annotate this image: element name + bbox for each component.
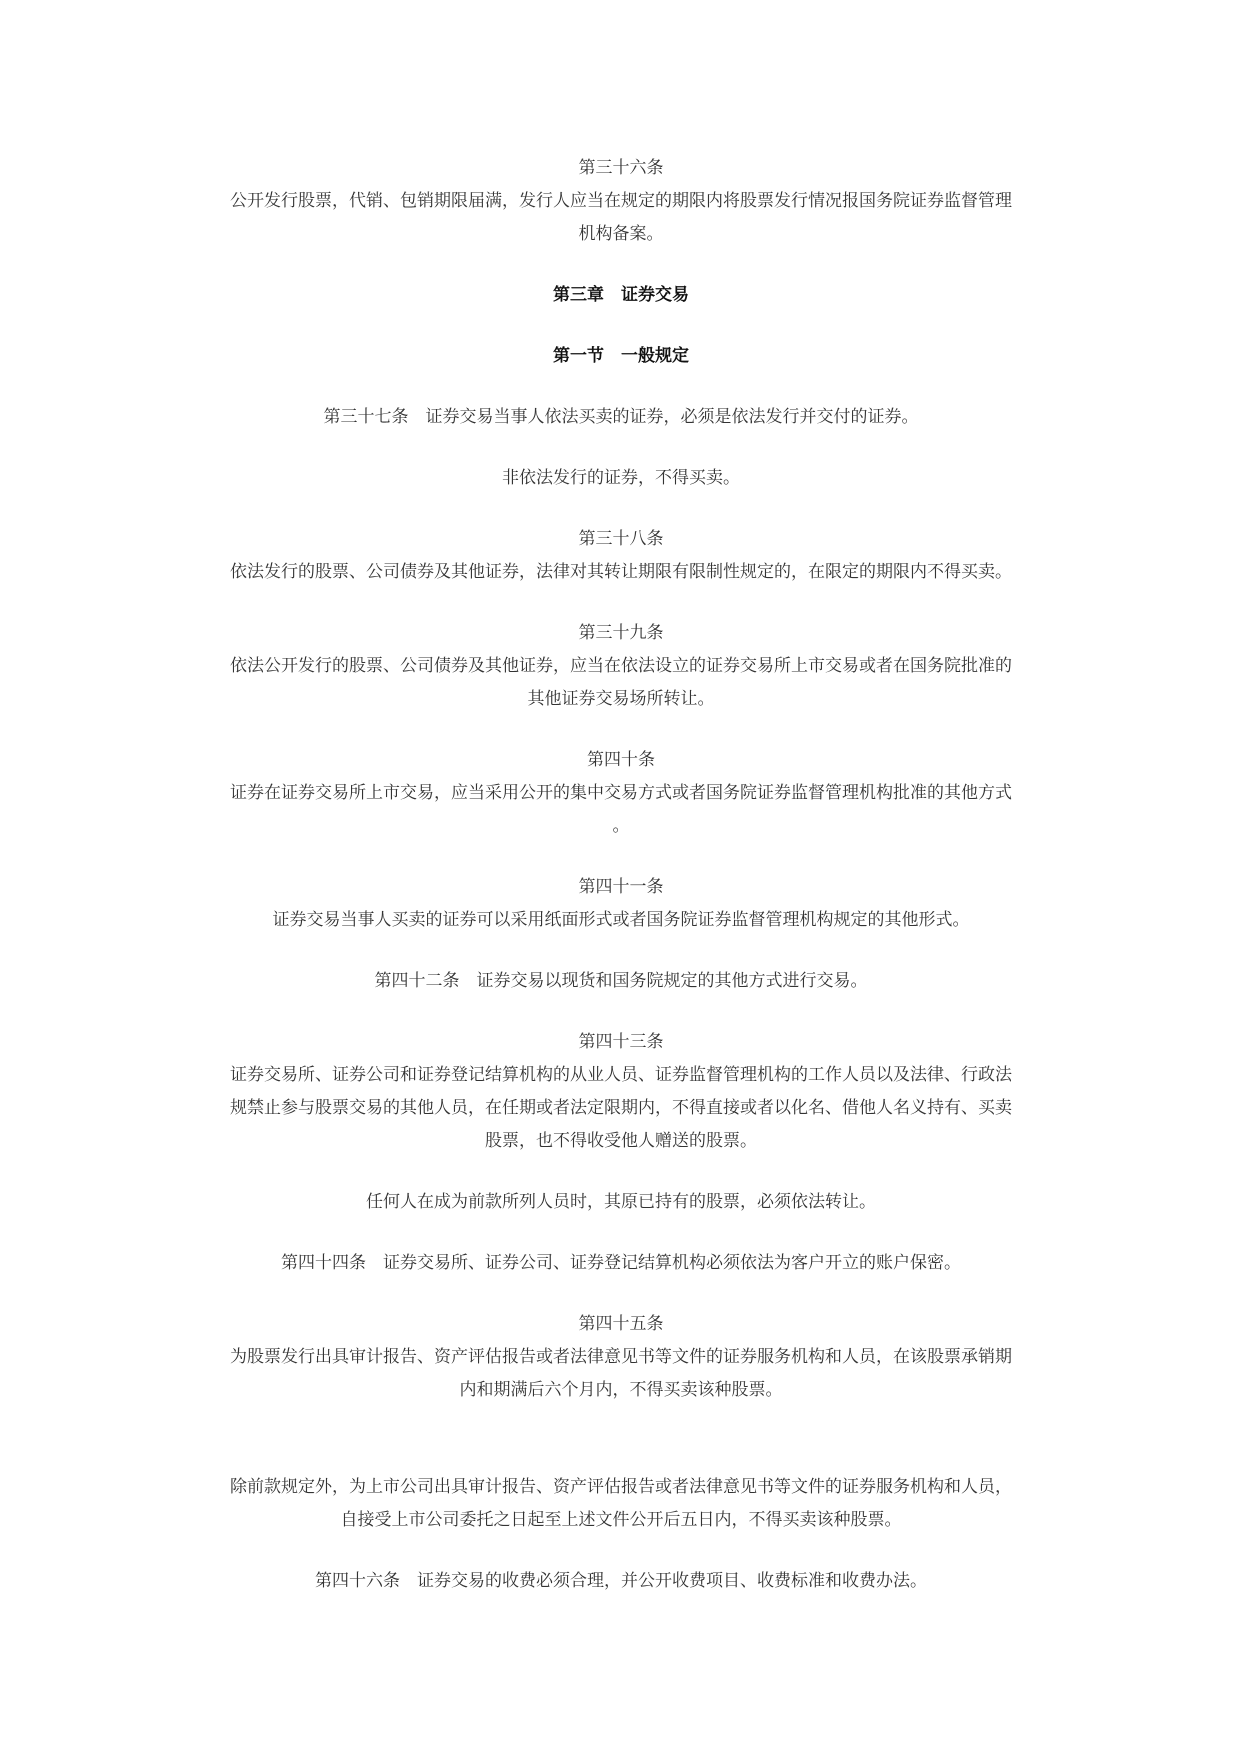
chapter-heading: 第三章 证券交易 (553, 285, 689, 305)
article-41-text: 证券交易当事人买卖的证券可以采用纸面形式或者国务院证券监督管理机构规定的其他形式。 (272, 910, 970, 930)
article-40-text: 。 (612, 816, 630, 836)
article-45-paragraph-2: 除前款规定外，为上市公司出具审计报告、资产评估报告或者法律意见书等文件的证券服务机构和人员， (230, 1477, 1012, 1497)
article-40-title: 第四十条 (587, 750, 655, 770)
section-heading: 第一节 一般规定 (553, 346, 689, 366)
article-43-text: 证券交易所、证券公司和证券登记结算机构的从业人员、证券监督管理机构的工作人员以及法律、行政法 (230, 1065, 1012, 1085)
article-45-text: 内和期满后六个月内，不得买卖该种股票。 (459, 1380, 783, 1400)
article-43-paragraph-2: 任何人在成为前款所列人员时，其原已持有的股票，必须依法转让。 (366, 1192, 876, 1212)
article-36-text: 公开发行股票，代销、包销期限届满，发行人应当在规定的期限内将股票发行情况报国务院证券监督管理 (230, 191, 1012, 211)
article-41-title: 第四十一条 (578, 877, 664, 897)
article-43-text: 规禁止参与股票交易的其他人员，在任期或者法定限期内，不得直接或者以化名、借他人名义持有、买卖 (230, 1098, 1012, 1118)
article-46: 第四十六条 证券交易的收费必须合理，并公开收费项目、收费标准和收费办法。 (315, 1571, 927, 1591)
article-43-text: 股票，也不得收受他人赠送的股票。 (485, 1131, 757, 1151)
article-44: 第四十四条 证券交易所、证券公司、证券登记结算机构必须依法为客户开立的账户保密。 (281, 1253, 961, 1273)
document-body (190, 152, 1052, 1598)
article-37-paragraph-2: 非依法发行的证券，不得买卖。 (502, 468, 740, 488)
article-39-text: 依法公开发行的股票、公司债券及其他证券，应当在依法设立的证券交易所上市交易或者在国务院批准的 (230, 656, 1012, 676)
article-45-text: 为股票发行出具审计报告、资产评估报告或者法律意见书等文件的证券服务机构和人员，在该股票承销期 (230, 1347, 1012, 1367)
article-38-text: 依法发行的股票、公司债券及其他证券，法律对其转让期限有限制性规定的，在限定的期限内不得买卖。 (230, 562, 1012, 582)
article-42: 第四十二条 证券交易以现货和国务院规定的其他方式进行交易。 (374, 971, 868, 991)
article-38-title: 第三十八条 (578, 529, 664, 549)
article-45-paragraph-2: 自接受上市公司委托之日起至上述文件公开后五日内，不得买卖该种股票。 (340, 1510, 902, 1530)
article-45-title: 第四十五条 (578, 1314, 664, 1334)
article-40-text: 证券在证券交易所上市交易，应当采用公开的集中交易方式或者国务院证券监督管理机构批准的其他方式 (230, 783, 1012, 803)
article-39-text: 其他证券交易场所转让。 (527, 689, 715, 709)
article-37: 第三十七条 证券交易当事人依法买卖的证券，必须是依法发行并交付的证券。 (323, 407, 919, 427)
article-36-text: 机构备案。 (578, 224, 664, 244)
article-36-title: 第三十六条 (578, 158, 664, 178)
article-39-title: 第三十九条 (578, 623, 664, 643)
article-43-title: 第四十三条 (578, 1032, 664, 1052)
